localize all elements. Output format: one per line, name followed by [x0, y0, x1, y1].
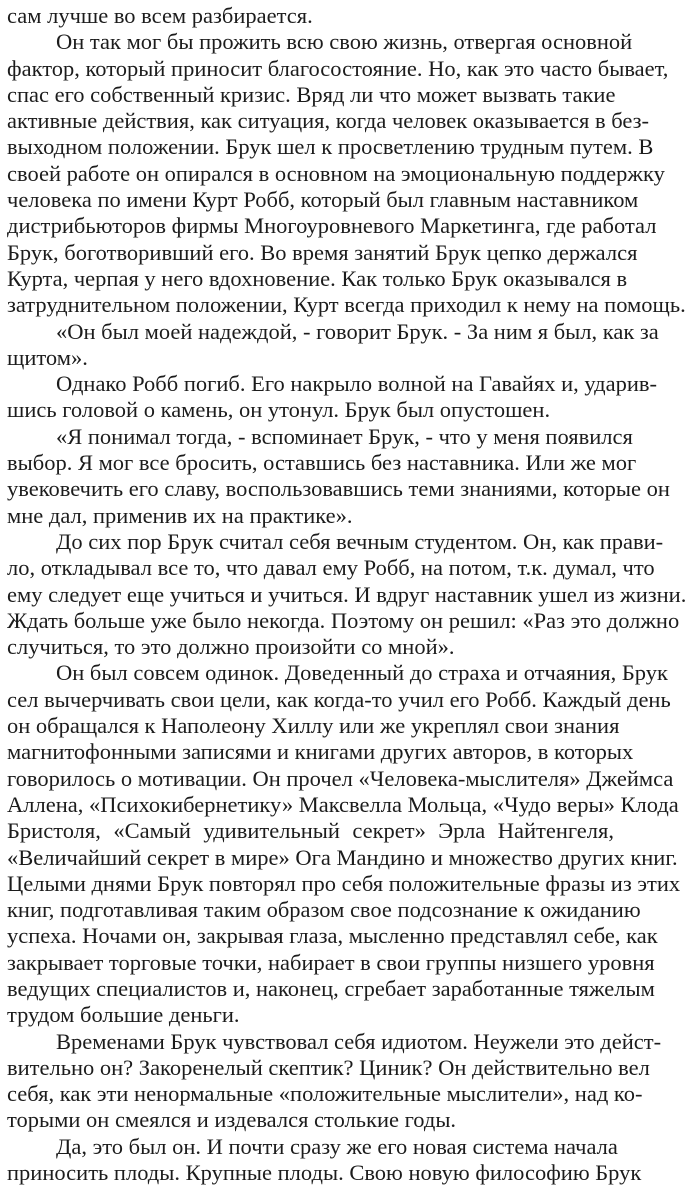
text-line: он обращался к Наполеону Хиллу или же укреплял свои знания: [7, 713, 620, 739]
text-line: мне дал, применив их на практике».: [7, 502, 353, 528]
text-line: увековечить его славу, воспользовавшись теми знаниями, которые он: [7, 476, 670, 502]
text-line: До сих пор Брук считал себя вечным студентом. Он, как прави-: [56, 528, 664, 554]
text-line: Он был совсем одинок. Доведенный до страха и отчаяния, Брук: [56, 660, 668, 686]
text-line: щитом».: [7, 344, 88, 370]
text-line: человека по имени Курт Робб, который был главным наставником: [7, 187, 639, 213]
text-line: Аллена, «Психокибернетику» Максвелла Мольца, «Чудо веры» Клода: [7, 791, 679, 817]
text-line: выходном положении. Брук шел к просветлению трудным путем. В: [7, 134, 654, 160]
text-line: Целыми днями Брук повторял про себя положительные фразы из этих: [7, 870, 681, 896]
text-line: торыми он смеялся и издевался столькие годы.: [7, 1107, 457, 1133]
text-line: активные действия, как ситуация, когда человек оказывается в без-: [7, 108, 650, 134]
text-line: закрывает торговые точки, набирает в свои группы низшего уровня: [7, 949, 655, 975]
text-line: дистрибьюторов фирмы Многоуровневого Маркетинга, где работал: [7, 213, 657, 239]
text-line: книг, подготавливая таким образом свое подсознание к ожиданию: [7, 897, 641, 923]
text-line: вительно он? Закоренелый скептик? Циник? Он действительно вел: [7, 1054, 650, 1080]
text-line: Ждать больше уже было некогда. Поэтому он решил: «Раз это должно: [7, 607, 680, 633]
text-line: ведущих специалистов и, наконец, сгребает заработанные тяжелым: [7, 975, 655, 1001]
text-line: выбор. Я мог все бросить, оставшись без наставника. Или же мог: [7, 450, 637, 476]
text-line: себя, как эти ненормальные «положительные мыслители», над ко-: [7, 1081, 643, 1107]
text-line: Он так мог бы прожить всю свою жизнь, отвергая основной: [56, 29, 633, 55]
text-line: Брук, боготворивший его. Во время занятий Брук цепко держался: [7, 239, 638, 265]
text-line: Временами Брук чувствовал себя идиотом. Неужели это дейст-: [56, 1028, 662, 1054]
text-line: Однако Робб погиб. Его накрыло волной на Гавайях и, ударив-: [56, 371, 658, 397]
text-line: спас его собственный кризис. Вряд ли что может вызвать такие: [7, 81, 616, 107]
text-line: Курта, черпая у него вдохновение. Как только Брук оказывался в: [7, 265, 628, 291]
text-line: приносить плоды. Крупные плоды. Свою новую философию Брук: [7, 1160, 642, 1186]
text-line: магнитофонными записями и книгами других авторов, в которых: [7, 739, 634, 765]
text-line: шись головой о камень, он утонул. Брук был опустошен.: [7, 397, 551, 423]
text-line: ему следует еще учиться и учиться. И вдруг наставник ушел из жизни.: [7, 581, 686, 607]
text-line: трудом большие деньги.: [7, 1002, 240, 1028]
text-line: фактор, который приносит благосостояние. Но, как это часто бывает,: [7, 55, 669, 81]
text-line: успеха. Ночами он, закрывая глаза, мысленно представлял себе, как: [7, 923, 658, 949]
text-line: Да, это был он. И почти сразу же его новая система начала: [56, 1133, 618, 1159]
text-line: Бристоля, «Самый удивительный секрет» Эрла Найтенгеля,: [7, 818, 614, 844]
text-line: сам лучше во всем разбирается.: [7, 3, 313, 28]
text-line: «Величайший секрет в мире» Ога Мандино и множество других книг.: [7, 844, 678, 870]
text-line: «Я понимал тогда, - вспоминает Брук, - что у меня появился: [56, 423, 633, 449]
text-line: случиться, то это должно произойти со мной».: [7, 634, 455, 660]
text-line: сел вычерчивать свои цели, как когда-то учил его Робб. Каждый день: [7, 686, 671, 712]
text-line: своей работе он опирался в основном на эмоциональную поддержку: [7, 160, 665, 186]
text-line: «Он был моей надеждой, - говорит Брук. - За ним я был, как за: [56, 318, 659, 344]
text-line: говорилось о мотивации. Он прочел «Человека-мыслителя» Джеймса: [7, 765, 674, 791]
text-line: ло, откладывал все то, что давал ему Робб, на потом, т.к. думал, что: [7, 555, 655, 581]
text-line: затруднительном положении, Курт всегда приходил к нему на помощь.: [7, 292, 686, 318]
